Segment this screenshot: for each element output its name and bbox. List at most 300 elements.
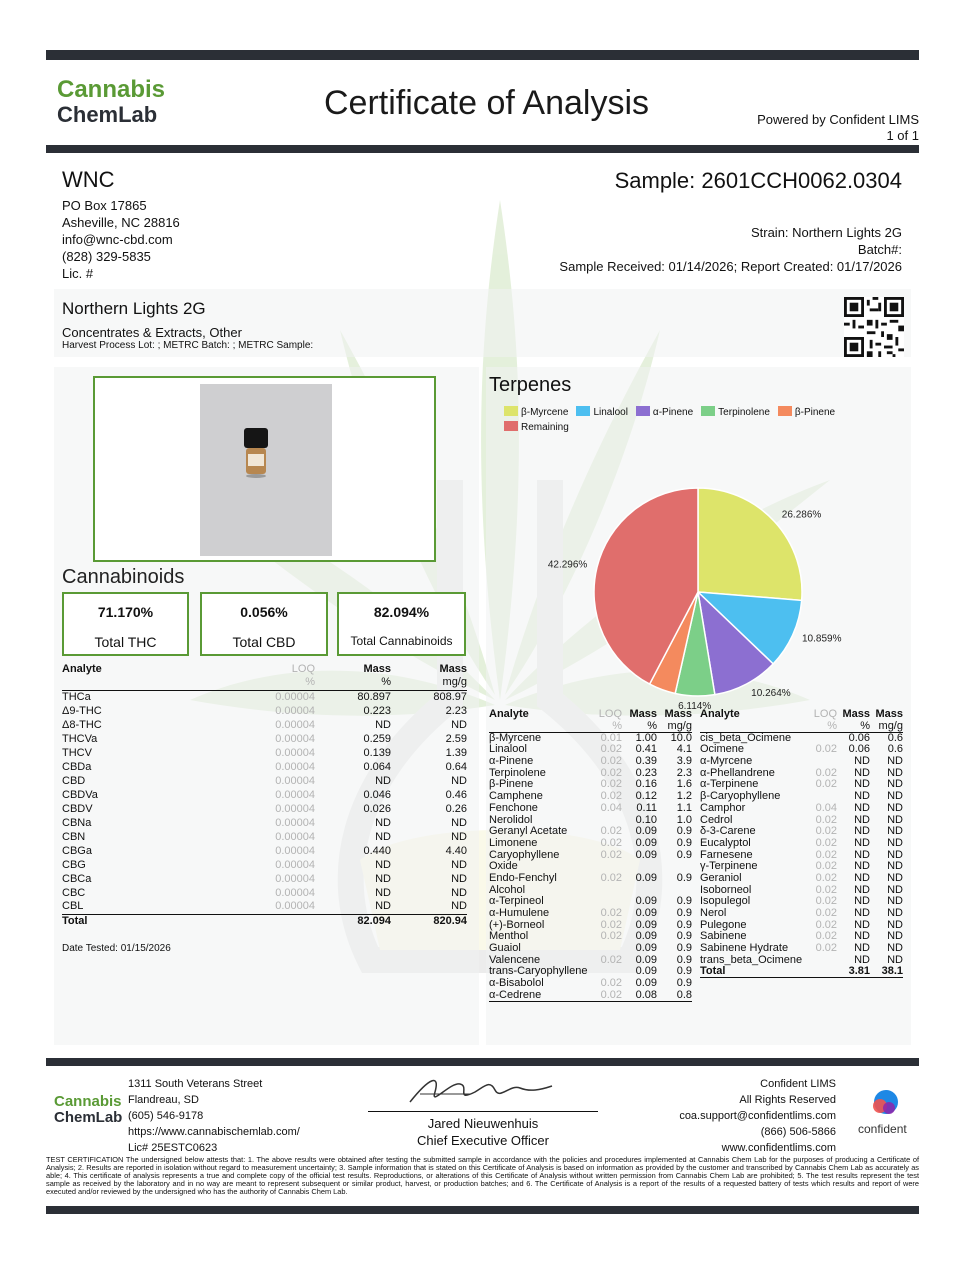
cell-mass-mg: 0.9 <box>676 918 692 931</box>
cell-analyte: α-Myrcene <box>700 755 753 768</box>
cell-loq: 0.02 <box>600 977 622 990</box>
table-row <box>489 943 692 955</box>
cell-mass-pct: 0.41 <box>635 743 657 756</box>
cell-total-mg: 820.94 <box>391 914 467 928</box>
cell-loq: 0.00004 <box>275 886 315 899</box>
cell-mass-mg: 10.0 <box>670 731 692 744</box>
table-row <box>489 884 692 896</box>
cell-mass-mg: ND <box>887 895 903 908</box>
cell-loq <box>589 943 622 955</box>
cell-mass-pct: 0.223 <box>363 704 391 717</box>
cell-mass-pct: 0.09 <box>635 871 657 884</box>
cell-mass-mg: ND <box>887 755 903 768</box>
cell-loq: 0.02 <box>600 848 622 861</box>
table-row <box>489 896 692 908</box>
cell-mass-mg: 3.9 <box>676 755 692 768</box>
cell-analyte: CBGa <box>62 844 92 857</box>
cell-mass-pct: ND <box>854 883 870 896</box>
cell-mass-pct: ND <box>854 930 870 943</box>
cell-mass-mg: 0.9 <box>676 907 692 920</box>
cell-analyte: (+)-Borneol <box>489 918 545 931</box>
cell-mass-mg: 0.6 <box>887 731 903 744</box>
support-email-link[interactable]: coa.support@confidentlims.com <box>679 1110 836 1122</box>
table-row <box>489 744 692 756</box>
cell-loq: 0.02 <box>815 895 837 908</box>
unit-mass-mg: mg/g <box>657 721 692 733</box>
unit-mass-pct: % <box>622 721 657 733</box>
cell-mass-mg: ND <box>887 778 903 791</box>
cell-mass-mg: 0.64 <box>445 760 467 773</box>
kpi-total-cannabinoids: 82.094% Total Cannabinoids <box>337 592 466 656</box>
table-row <box>62 858 467 872</box>
table-row <box>700 908 903 920</box>
cell-mass-mg: 0.9 <box>676 977 692 990</box>
table-row <box>62 718 467 732</box>
legend-label: β-Pinene <box>794 407 836 418</box>
legend-item <box>504 421 569 433</box>
table-row <box>489 767 692 779</box>
signature-image <box>400 1072 560 1112</box>
cell-mass-pct: 0.026 <box>363 802 391 815</box>
cell-mass-mg: 0.9 <box>676 942 692 955</box>
legend-item <box>636 406 693 418</box>
table-row <box>489 779 692 791</box>
cell-mass-pct: ND <box>854 871 870 884</box>
cell-mass-pct: 0.09 <box>635 953 657 966</box>
col-analyte: Analyte <box>700 708 740 721</box>
cell-mass-pct: ND <box>375 858 391 871</box>
cell-mass-pct <box>622 884 657 896</box>
sample-id: Sample: 2601CCH0062.0304 <box>614 168 902 193</box>
cell-mass-mg: 1.39 <box>445 746 467 759</box>
cell-loq: 0.00004 <box>275 872 315 885</box>
cell-mass-mg: ND <box>451 886 467 899</box>
cell-mass-pct: 0.09 <box>635 895 657 908</box>
cell-loq: 0.04 <box>600 801 622 814</box>
cell-analyte: Terpinolene <box>489 766 546 779</box>
cell-mass-pct: 0.064 <box>363 760 391 773</box>
sample-meta: Strain: Northern Lights 2G Batch#: Sample Received: 01/14/2026; Report Created: 01/17/2026 <box>559 225 902 274</box>
cell-loq: 0.02 <box>815 907 837 920</box>
cell-analyte: CBC <box>62 886 86 899</box>
cell-loq: 0.02 <box>600 755 622 768</box>
table-row <box>489 990 692 1002</box>
table-row <box>62 844 467 858</box>
table-row <box>489 814 692 826</box>
table-row <box>700 791 903 803</box>
confident-logo-text: confident <box>858 1122 907 1136</box>
cell-mass-mg: 1.2 <box>676 790 692 803</box>
cell-analyte: Pulegone <box>700 918 747 931</box>
cell-mass-pct: ND <box>854 813 870 826</box>
sample-photo <box>200 384 332 556</box>
cell-analyte: CBCa <box>62 872 92 885</box>
col-mass-mg: Mass <box>439 662 467 675</box>
cell-loq: 0.02 <box>815 942 837 955</box>
cell-loq: 0.02 <box>815 918 837 931</box>
legend-item <box>504 406 568 418</box>
cell-analyte: CBG <box>62 858 86 871</box>
col-loq: LOQ <box>598 708 622 721</box>
cell-loq: 0.00004 <box>275 788 315 801</box>
lab-website-link[interactable]: https://www.cannabischemlab.com/ <box>128 1126 300 1138</box>
cell-mass-pct: ND <box>375 900 391 913</box>
cell-loq: 0.02 <box>815 813 837 826</box>
cell-mass-pct: 0.09 <box>635 918 657 931</box>
legend-label: Linalool <box>593 407 628 418</box>
table-row <box>489 756 692 768</box>
pie-data-label: 26.286% <box>781 509 822 521</box>
cell-mass-mg: ND <box>887 766 903 779</box>
pie-data-label: 6.114% <box>678 700 712 712</box>
cell-loq: 0.02 <box>600 907 622 920</box>
cell-mass-mg: ND <box>451 718 467 731</box>
cell-mass-mg: 0.9 <box>676 825 692 838</box>
cell-analyte: Farnesene <box>700 848 753 861</box>
cell-analyte: CBDV <box>62 802 93 815</box>
cell-mass-mg: 2.3 <box>676 766 692 779</box>
table-row <box>700 732 903 744</box>
cell-mass-mg: 0.9 <box>676 871 692 884</box>
client-info: WNC PO Box 17865 Asheville, NC 28816 info@wnc-cbd.com (828) 329-5835 Lic. # <box>62 167 180 281</box>
cell-analyte: Isoborneol <box>700 883 752 896</box>
cell-loq: 0.02 <box>815 836 837 849</box>
date-tested: Date Tested: 01/15/2026 <box>62 943 171 954</box>
confident-logo-icon <box>868 1088 904 1120</box>
table-row <box>700 767 903 779</box>
col-loq: LOQ <box>291 662 315 675</box>
legend-label: β-Myrcene <box>521 407 569 418</box>
table-row <box>489 966 692 978</box>
signature-line <box>368 1111 598 1112</box>
col-mass-mg: Mass <box>664 708 692 721</box>
cell-loq <box>804 732 837 744</box>
table-row <box>62 872 467 886</box>
total-row <box>62 914 467 928</box>
cell-mass-pct: 0.11 <box>636 801 657 814</box>
cell-mass-pct: 0.046 <box>363 788 391 801</box>
cell-total-label: Total <box>62 914 212 928</box>
cell-analyte: β-Pinene <box>489 778 534 791</box>
table-row <box>489 954 692 966</box>
cell-mass-pct: ND <box>854 895 870 908</box>
unit-mass-mg: mg/g <box>870 721 903 733</box>
unit-mass-mg: mg/g <box>391 676 467 690</box>
signer-name: Jared Nieuwenhuis <box>427 1116 539 1131</box>
cell-analyte: Caryophyllene <box>489 848 560 861</box>
cell-loq: 0.00004 <box>275 858 315 871</box>
cell-analyte: CBNa <box>62 816 92 829</box>
cell-mass-pct: ND <box>854 766 870 779</box>
cell-loq: 0.00004 <box>275 732 315 745</box>
table-row <box>62 830 467 844</box>
table-row <box>489 873 692 885</box>
table-row <box>700 826 903 838</box>
col-analyte: Analyte <box>489 708 529 721</box>
table-row <box>700 896 903 908</box>
cell-analyte: Δ9-THC <box>62 704 102 717</box>
cell-mass-mg: 0.6 <box>887 743 903 756</box>
cell-analyte: trans_beta_Ocimene <box>700 953 803 966</box>
cell-loq: 0.02 <box>600 790 622 803</box>
table-row <box>489 803 692 815</box>
header-divider <box>46 145 919 153</box>
cell-mass-pct: 0.09 <box>635 825 657 838</box>
cell-mass-mg: ND <box>887 907 903 920</box>
unit-loq: % <box>804 721 837 733</box>
cell-mass-mg: 2.23 <box>445 704 467 717</box>
cell-loq: 0.02 <box>815 743 837 756</box>
cell-loq: 0.00004 <box>275 718 315 731</box>
table-row <box>489 978 692 990</box>
cell-mass-mg: ND <box>451 774 467 787</box>
cell-loq: 0.02 <box>815 860 837 873</box>
cell-loq: 0.02 <box>815 825 837 838</box>
cell-mass-mg: 0.9 <box>676 953 692 966</box>
cell-analyte: CBDVa <box>62 788 98 801</box>
cell-loq: 0.02 <box>815 930 837 943</box>
cell-analyte: Camphor <box>700 801 746 814</box>
table-row <box>700 756 903 768</box>
cell-analyte: α-Pinene <box>489 755 534 768</box>
cell-loq: 0.00004 <box>275 746 315 759</box>
table-row <box>489 931 692 943</box>
cell-mass-pct: ND <box>854 836 870 849</box>
cell-total-mg: 38.1 <box>870 966 903 978</box>
cell-analyte: Ocimene <box>700 743 745 756</box>
cell-mass-pct: ND <box>854 848 870 861</box>
cell-analyte: α-Phellandrene <box>700 766 775 779</box>
cell-analyte: Guaiol <box>489 942 521 955</box>
cell-mass-pct: ND <box>375 774 391 787</box>
cell-mass-mg: 0.9 <box>676 895 692 908</box>
cell-analyte: cis_beta_Ocimene <box>700 731 792 744</box>
cell-mass-pct <box>622 861 657 873</box>
cell-mass-pct: 80.897 <box>357 690 391 703</box>
cell-loq <box>589 966 622 978</box>
cell-loq <box>804 954 837 966</box>
pie-data-label: 10.859% <box>802 633 842 645</box>
cell-analyte: Isopulegol <box>700 895 751 908</box>
cell-loq: 0.02 <box>600 778 622 791</box>
cell-analyte: β-Myrcene <box>489 731 542 744</box>
cell-mass-mg <box>657 861 692 873</box>
table-row <box>489 849 692 861</box>
cell-mass-mg: ND <box>887 848 903 861</box>
cell-mass-pct: ND <box>375 886 391 899</box>
cell-mass-mg: ND <box>887 825 903 838</box>
cell-mass-pct: 0.09 <box>635 977 657 990</box>
table-row <box>700 861 903 873</box>
cell-mass-mg: 4.1 <box>676 743 692 756</box>
cell-analyte: α-Terpinene <box>700 778 759 791</box>
kpi-total-thc: 71.170% Total THC <box>62 592 189 656</box>
cell-mass-mg: ND <box>451 872 467 885</box>
cell-loq <box>804 791 837 803</box>
cell-mass-pct: 0.10 <box>635 813 657 826</box>
cell-mass-mg: ND <box>451 816 467 829</box>
cell-mass-mg <box>657 884 692 896</box>
cell-analyte: Nerol <box>700 907 727 920</box>
cell-loq: 0.02 <box>600 918 622 931</box>
cell-analyte: CBN <box>62 830 86 843</box>
cell-mass-pct: 0.139 <box>363 746 391 759</box>
cell-mass-pct: 0.23 <box>635 766 657 779</box>
cell-analyte: Δ8-THC <box>62 718 102 731</box>
bottom-bar <box>46 1206 919 1214</box>
page-title: Certificate of Analysis <box>323 84 650 122</box>
col-mass-pct: Mass <box>629 708 657 721</box>
col-mass-mg: Mass <box>875 708 903 721</box>
table-row <box>62 802 467 816</box>
cell-mass-mg: ND <box>887 790 903 803</box>
cell-mass-mg: ND <box>451 830 467 843</box>
cell-mass-mg: 0.9 <box>676 965 692 978</box>
table-row <box>700 849 903 861</box>
cell-mass-mg: ND <box>887 801 903 814</box>
cell-mass-pct: 0.08 <box>622 990 657 1002</box>
cell-analyte: Linalool <box>489 743 527 756</box>
table-row <box>62 816 467 830</box>
cell-loq: 0.00004 <box>275 774 315 787</box>
cell-loq: 0.02 <box>589 990 622 1002</box>
cell-mass-pct: 0.09 <box>635 942 657 955</box>
legend-swatch <box>636 406 650 416</box>
cell-loq: 0.00004 <box>275 844 315 857</box>
cell-mass-pct: ND <box>854 755 870 768</box>
cell-mass-mg: 4.40 <box>445 844 467 857</box>
lab-address: 1311 South Veterans Street Flandreau, SD (605) 546-9178 https://www.cannabischemlab.com/ Lic# 25ESTC0623 <box>128 1078 300 1154</box>
table-row <box>62 746 467 760</box>
legend-item <box>576 406 627 418</box>
cell-analyte: δ-3-Carene <box>700 825 756 838</box>
cell-loq: 0.02 <box>600 743 622 756</box>
legend-swatch <box>576 406 590 416</box>
cell-loq: 0.02 <box>815 883 837 896</box>
cell-loq: 0.02 <box>815 766 837 779</box>
total-row <box>700 966 903 978</box>
cell-analyte: CBDa <box>62 760 92 773</box>
cell-analyte: THCa <box>62 690 91 703</box>
qr-code <box>844 297 904 357</box>
col-mass-pct: Mass <box>842 708 870 721</box>
table-row <box>62 690 467 704</box>
cell-loq: 0.00004 <box>275 760 315 773</box>
col-loq: LOQ <box>813 708 837 721</box>
cell-loq: 0.01 <box>600 731 622 744</box>
cell-loq: 0.00004 <box>275 830 315 843</box>
cell-mass-pct: 0.06 <box>848 731 870 744</box>
cell-loq <box>589 861 622 873</box>
cell-mass-pct: 0.16 <box>635 778 657 791</box>
table-row <box>489 908 692 920</box>
cell-analyte: Valencene <box>489 953 541 966</box>
cell-loq <box>804 756 837 768</box>
cell-mass-mg: ND <box>887 942 903 955</box>
cell-mass-pct: ND <box>854 953 870 966</box>
cell-mass-mg: ND <box>887 860 903 873</box>
terpenes-title: Terpenes <box>489 374 572 396</box>
signer-title: Chief Executive Officer <box>417 1133 549 1148</box>
cell-mass-mg: 0.9 <box>676 836 692 849</box>
legend-item <box>701 406 770 418</box>
cell-analyte: Cedrol <box>700 813 733 826</box>
cell-loq: 0.02 <box>600 930 622 943</box>
cell-analyte: Camphene <box>489 790 543 803</box>
cell-analyte: Fenchone <box>489 801 538 814</box>
footer-divider <box>46 1058 919 1066</box>
cell-analyte: Geranyl Acetate <box>489 825 568 838</box>
table-row <box>489 791 692 803</box>
cell-loq: 0.00004 <box>275 802 315 815</box>
cell-mass-mg: 0.9 <box>676 848 692 861</box>
cell-analyte: Geraniol <box>700 871 742 884</box>
cell-analyte: Sabinene <box>700 930 747 943</box>
table-row <box>489 919 692 931</box>
cell-analyte: α-Cedrene <box>489 990 589 1002</box>
cell-mass-pct: ND <box>854 942 870 955</box>
cell-mass-mg: ND <box>887 836 903 849</box>
cell-mass-mg: ND <box>887 813 903 826</box>
test-certification: TEST CERTIFICATION The undersigned below attests that: 1. The above results were obtained after testing the submitted sample in accordance with the policies and procedures implemented at Cannabis Chem Lab for the purposes of producing a Certificate of Analysis; 2. Results are reported in isolation without regard to measurement uncertainty; 3. Sample information that is stated on this Certificate of Analysis is based on information as provided by the customer and transcribed by Cannabis Chem Lab as accurately as able; 4. This certificate of analysis represents a true and complete copy of the official test results. Reproductions, or alterations of this Certificate of Analysis without written permission from Cannabis Chem Lab are prohibited; 5. The test results represent the test sample as received by the laboratory and in no way are meant to represent subsequent or similar product, harvest, or production batches; and 6. The Certificate of Analysis is a report of the results of a requested battery of tests which results and report of were executed and/or reviewed by the undersigned who has the authority of Cannabis Chem Lab. <box>46 1155 919 1196</box>
cell-mass-pct: ND <box>854 860 870 873</box>
cell-mass-pct: ND <box>854 801 870 814</box>
terpenes-table-left <box>489 709 692 1002</box>
cell-loq: 0.00004 <box>275 816 315 829</box>
cell-mass-pct: 0.09 <box>635 836 657 849</box>
table-row <box>700 931 903 943</box>
cell-analyte: Eucalyptol <box>700 836 751 849</box>
legend-swatch <box>701 406 715 416</box>
cell-mass-pct: ND <box>375 872 391 885</box>
cell-analyte: γ-Terpinene <box>700 860 758 873</box>
cell-total-pct: 82.094 <box>315 914 391 928</box>
kpi-total-cbd: 0.056% Total CBD <box>200 592 328 656</box>
cell-analyte: Nerolidol <box>489 813 533 826</box>
legend-swatch <box>504 421 518 431</box>
cell-mass-pct: 0.440 <box>363 844 391 857</box>
cell-analyte: Limonene <box>489 836 538 849</box>
cell-mass-pct: ND <box>854 825 870 838</box>
cell-mass-mg: ND <box>887 871 903 884</box>
cell-mass-pct: ND <box>854 778 870 791</box>
cell-analyte: α-Humulene <box>489 907 550 920</box>
cell-loq: 0.02 <box>815 778 837 791</box>
cannabinoids-table <box>62 662 467 928</box>
cell-loq: 0.02 <box>600 825 622 838</box>
cell-loq: 0.02 <box>600 836 622 849</box>
cell-total-pct: 3.81 <box>837 966 870 978</box>
cell-analyte: Menthol <box>489 930 529 943</box>
footer-lab-logo: Cannabis ChemLab <box>54 1093 123 1126</box>
cell-analyte: Endo-Fenchyl <box>489 871 557 884</box>
cell-mass-pct: ND <box>854 918 870 931</box>
cell-mass-mg: ND <box>451 900 467 913</box>
cell-mass-mg: 1.0 <box>676 813 692 826</box>
confident-website-link[interactable]: www.confidentlims.com <box>721 1142 836 1154</box>
table-row <box>700 943 903 955</box>
cell-analyte: THCV <box>62 746 92 759</box>
table-row <box>700 838 903 850</box>
table-row <box>62 704 467 718</box>
legend-label: α-Pinene <box>652 407 694 418</box>
col-analyte: Analyte <box>62 662 102 675</box>
cell-loq: 0.00004 <box>275 900 315 913</box>
cell-loq: 0.02 <box>815 871 837 884</box>
table-row <box>700 884 903 896</box>
cell-mass-pct: 0.09 <box>635 965 657 978</box>
unit-mass-pct: % <box>837 721 870 733</box>
